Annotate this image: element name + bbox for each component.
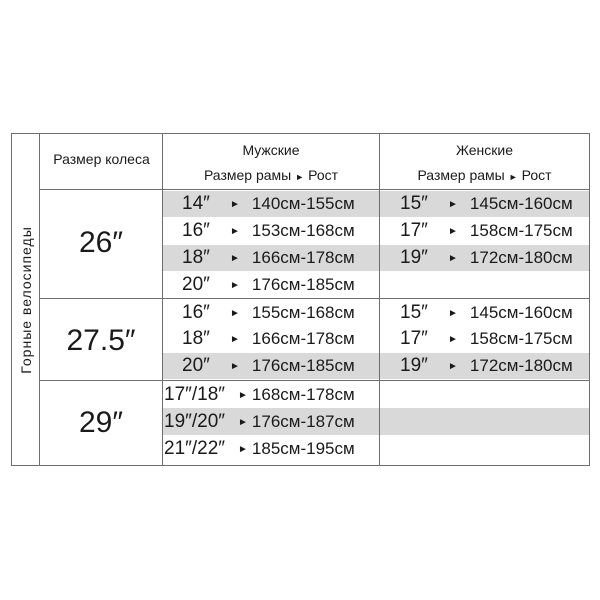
arrow-icon: ► (448, 198, 458, 210)
frame-size: 15″ (400, 302, 428, 323)
height-range: 176см-187см (251, 412, 355, 431)
height-range: 140см-155см (251, 194, 355, 213)
size-chart-table (11, 133, 590, 466)
header-wheel-size: Размер колеса (53, 151, 150, 167)
arrow-icon: ► (448, 333, 458, 345)
arrow-icon: ► (238, 443, 248, 455)
sub-frame-label: Размер рамы (203, 167, 292, 183)
size-row-men (164, 409, 355, 435)
frame-size: 20″ (182, 274, 210, 295)
height-range: 158см-175см (469, 221, 573, 240)
frame-size: 14″ (182, 193, 210, 214)
height-range: 172см-180см (469, 248, 573, 267)
size-row-women (400, 353, 573, 379)
height-range: 153см-168см (251, 221, 355, 240)
category-label-text: Горные велосипеды (17, 225, 34, 374)
height-range: 166см-178см (251, 329, 355, 348)
frame-size: 19″ (400, 247, 428, 268)
arrow-icon: ► (230, 225, 240, 237)
header-women-sub (380, 167, 589, 183)
height-range: 155см-168см (251, 303, 355, 322)
height-range: 145см-160см (469, 303, 573, 322)
height-range: 166см-178см (251, 248, 355, 267)
header-women: Женские (455, 142, 513, 158)
arrow-icon: ► (295, 172, 305, 182)
frame-size: 17″/18″ (164, 384, 225, 405)
arrow-icon: ► (238, 416, 248, 428)
frame-size: 18″ (182, 328, 210, 349)
size-row-men (182, 272, 355, 298)
arrow-icon: ► (230, 333, 240, 345)
size-row-men (182, 191, 355, 217)
arrow-icon: ► (230, 360, 240, 372)
arrow-icon: ► (230, 252, 240, 264)
size-row-women (400, 245, 573, 271)
frame-size: 17″ (400, 220, 428, 241)
frame-size: 21″/22″ (164, 438, 225, 459)
arrow-icon: ► (508, 172, 518, 182)
arrow-icon: ► (230, 279, 240, 291)
size-row-women (400, 191, 573, 217)
arrow-icon: ► (448, 307, 458, 319)
height-range: 172см-180см (469, 356, 573, 375)
frame-size: 15″ (400, 193, 428, 214)
arrow-icon: ► (448, 225, 458, 237)
header-men: Мужские (242, 142, 300, 158)
size-row-men (182, 326, 355, 352)
height-range: 168см-178см (251, 385, 355, 404)
height-range: 145см-160см (469, 194, 573, 213)
size-row-men (182, 245, 355, 271)
frame-size: 19″/20″ (164, 411, 225, 432)
size-row-women (400, 300, 573, 326)
size-row-men (164, 382, 355, 408)
sub-frame-label: Размер рамы (417, 167, 505, 183)
sub-height-label: Рост (308, 167, 339, 183)
frame-size: 20″ (182, 355, 210, 376)
divider (162, 134, 163, 465)
arrow-icon: ► (230, 198, 240, 210)
frame-size: 16″ (182, 220, 210, 241)
size-row-men (182, 353, 355, 379)
arrow-icon: ► (448, 360, 458, 372)
size-row-women (400, 218, 573, 244)
wheel-size-29: 29″ (79, 406, 123, 439)
frame-size: 16″ (182, 302, 210, 323)
height-range: 158см-175см (469, 329, 573, 348)
height-range: 176см-185см (251, 356, 355, 375)
divider (379, 134, 380, 465)
size-row-men (182, 218, 355, 244)
wheel-size-27-5: 27.5″ (66, 324, 136, 357)
sub-height-label: Рост (521, 167, 552, 183)
divider (39, 298, 589, 299)
arrow-icon: ► (230, 307, 240, 319)
arrow-icon: ► (238, 389, 248, 401)
wheel-size-26: 26″ (79, 226, 123, 259)
frame-size: 18″ (182, 247, 210, 268)
size-row-men (164, 436, 355, 462)
frame-size: 19″ (400, 355, 428, 376)
height-range: 176см-185см (251, 275, 355, 294)
frame-size: 17″ (400, 328, 428, 349)
divider (39, 380, 589, 381)
category-label (12, 134, 39, 465)
header-men-sub (163, 167, 379, 183)
size-row-women (400, 326, 573, 352)
height-range: 185см-195см (251, 439, 355, 458)
divider (39, 189, 589, 190)
size-row-men (182, 300, 355, 326)
arrow-icon: ► (448, 252, 458, 264)
